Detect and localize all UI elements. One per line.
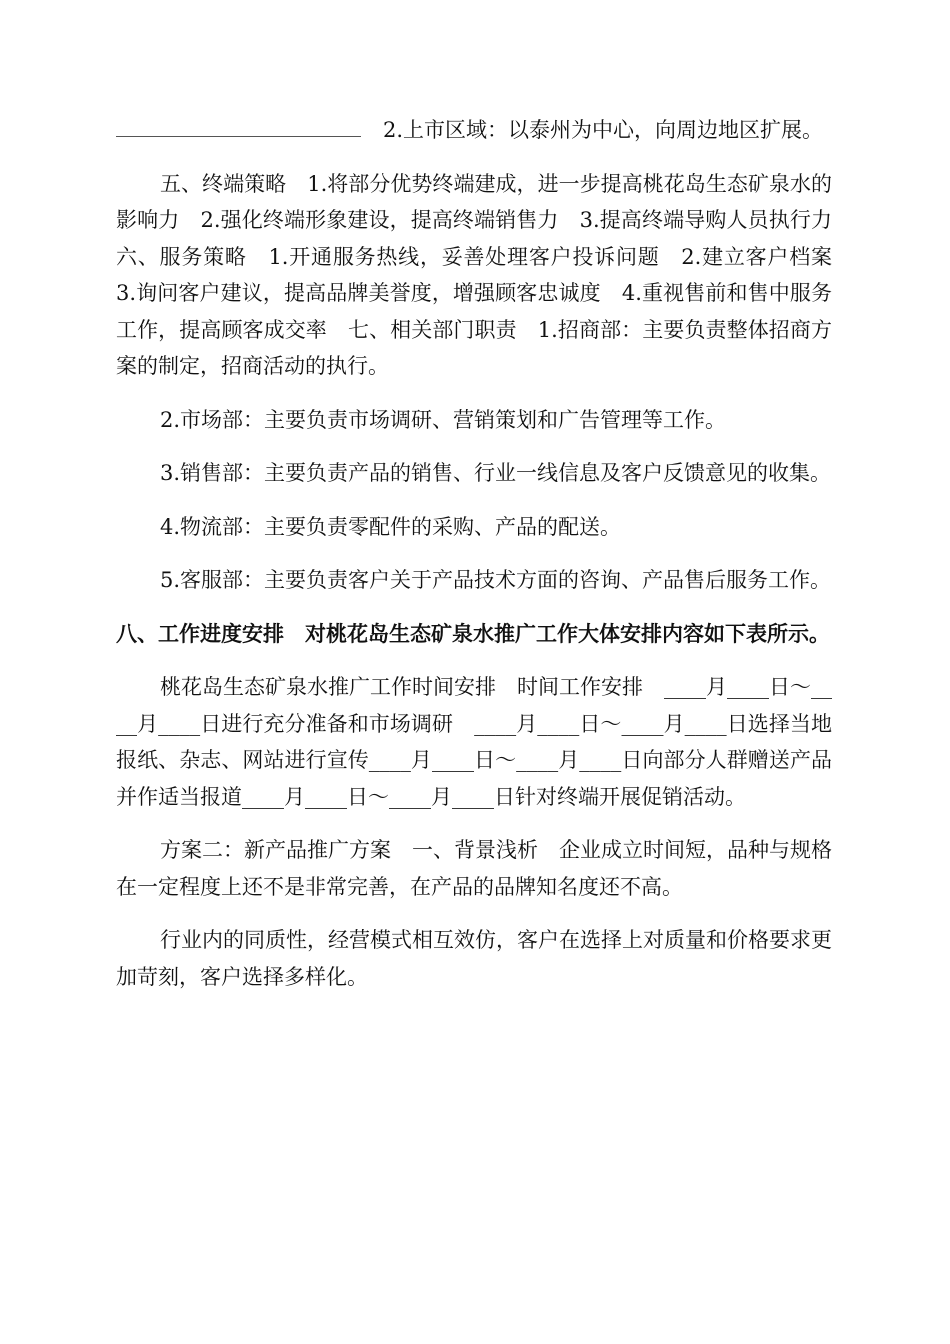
- paragraph-plan-two-background: 方案二：新产品推广方案 一、背景浅析 企业成立时间短，品种与规格在一定程度上还不是非常完善，在产品的品牌知名度还不高。: [116, 838, 832, 899]
- paragraph-marketing-dept: 2.市场部：主要负责市场调研、营销策划和广告管理等工作。: [160, 407, 727, 432]
- paragraph-industry-homogeneity: 行业内的同质性，经营模式相互效仿，客户在选择上对质量和价格要求更加苛刻，客户选择多样化。: [116, 928, 832, 989]
- blank-underline: [116, 114, 361, 137]
- document-page: [116, 112, 853, 1012]
- market-area-text: 2.上市区域：以泰州为中心，向周边地区扩展。: [383, 118, 824, 142]
- paragraph-customer-service-dept: 5.客服部：主要负责客户关于产品技术方面的咨询、产品售后服务工作。: [160, 568, 832, 592]
- paragraph-logistics-dept: 4.物流部：主要负责零配件的采购、产品的配送。: [160, 514, 622, 539]
- section-heading-schedule: 八、工作进度安排 对桃花岛生态矿泉水推广工作大体安排内容如下表所示。: [116, 621, 830, 646]
- paragraph-terminal-service-strategy: 五、终端策略 1.将部分优势终端建成，进一步提高桃花岛生态矿泉水的影响力 2.强化终端形象建设，提高终端销售力 3.提高终端导购人员执行力 六、服务策略 1.开通服务热线，妥善处理客户投诉问题 2.建立客户档案 3.询问客户建议，提高品牌美誉度，增强顾客忠诚度 4.重视售前和售中服务工作，提高顾客成交率 七、相关部门职责 1.招商部：主要负责整体招商方案的制定，招商活动的执行。: [116, 171, 853, 378]
- paragraph-market-area: [116, 112, 832, 149]
- paragraph-schedule-table: 桃花岛生态矿泉水推广工作时间安排 时间工作安排 ____月____日～____月____日进行充分准备和市场调研 ____月____日～____月____日选择当地报纸、杂志、网站进行宣传____月____日～____月____日向部分人群赠送产品并作适当报道____月____日～____月____日针对终端开展促销活动。: [116, 675, 832, 809]
- paragraph-sales-dept: 3.销售部：主要负责产品的销售、行业一线信息及客户反馈意见的收集。: [160, 461, 832, 485]
